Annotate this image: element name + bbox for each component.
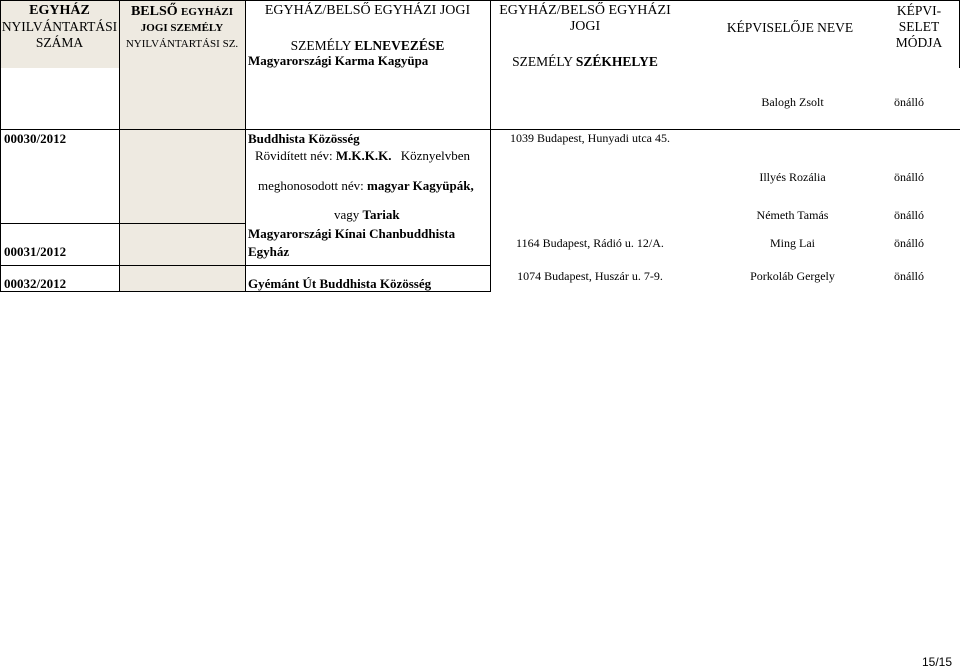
header-registration-number [0,3,119,51]
header-col6-line2: SELET [898,19,940,34]
r1-mode-2: önálló [894,208,924,222]
page-number: 15/15 [921,655,952,669]
r3-mode: önálló [894,269,924,283]
header-col3-line2a: SZEMÉLY [290,38,351,53]
r1-address: 1039 Budapest, Hunyadi utca 45. [510,131,670,145]
header-col1-line3: SZÁMA [35,35,84,50]
header-col2-line2: JOGI SZEMÉLY [140,22,224,34]
header-internal-registration [119,3,245,52]
r3-name: Gyémánt Út Buddhista Közösség [248,276,432,291]
r2-id: 00031/2012 [4,244,67,259]
r1-name: Buddhista Közösség [248,131,360,146]
r2-mode: önálló [894,236,924,250]
header-col2-line1a: BELSŐ [130,4,178,19]
r1-common2-label: meghonosodott név: [258,178,364,193]
header-name [245,3,490,54]
r1-short-value: M.K.K.K. [335,148,392,163]
r3-id: 00032/2012 [4,276,67,291]
r1-common-label: Köznyelvben [400,148,471,163]
header-col1-line1: EGYHÁZ [29,3,90,18]
r1-common2-value: magyar Kagyüpák, [367,178,474,193]
r0-representative: Balogh Zsolt [761,95,824,109]
header-col5-line1: KÉPVISELŐJE NEVE [726,20,854,35]
col2-body-bg [119,68,245,292]
header-col2-line1b: EGYHÁZI [181,6,234,18]
rule-row-r1 [0,129,960,130]
header-col2-line3: NYILVÁNTARTÁSI SZ. [125,38,239,50]
header-seat [490,3,680,70]
header-col4-line2a: SZEMÉLY [512,54,573,69]
header-col6-line1: KÉPVI- [896,3,942,18]
r0-name: Magyarországi Karma Kagyüpa [248,53,429,68]
r1-representative-2: Németh Tamás [756,208,829,222]
r0-mode: önálló [894,95,924,109]
r1-or-label: vagy [334,207,360,222]
r3-representative: Porkoláb Gergely [750,269,835,283]
r1-alt-name [334,207,400,223]
header-representation-mode [880,3,958,51]
header-col1-line2: NYILVÁNTARTÁSI [1,19,118,34]
r2-name-line2: Egyház [248,244,290,259]
r1-short-name [255,148,470,164]
r1-id: 00030/2012 [4,131,67,146]
header-col4-line2b: SZÉKHELYE [575,54,658,69]
r1-mode-1: önálló [894,170,924,184]
r2-representative: Ming Lai [770,236,815,250]
header-col4-line1: EGYHÁZ/BELSŐ EGYHÁZI JOGI [499,3,671,34]
header-col6-line3: MÓDJA [895,35,943,50]
header-col3-line2b: ELNEVEZÉSE [354,38,445,53]
header-col3-line1: EGYHÁZ/BELSŐ EGYHÁZI JOGI [264,3,471,18]
r2-name-line1: Magyarországi Kínai Chanbuddhista [248,226,456,241]
rule-top [0,0,960,1]
r3-address: 1074 Budapest, Huszár u. 7-9. [517,269,663,283]
r2-address: 1164 Budapest, Rádió u. 12/A. [516,236,664,250]
header-representative [700,20,880,36]
r1-common-name [258,178,474,194]
r1-or-value: Tariak [362,207,400,222]
rule-row-r2-left [0,223,245,224]
r1-short-label: Rövidített név: [255,148,333,163]
r1-representative-1: Illyés Rozália [759,170,826,184]
